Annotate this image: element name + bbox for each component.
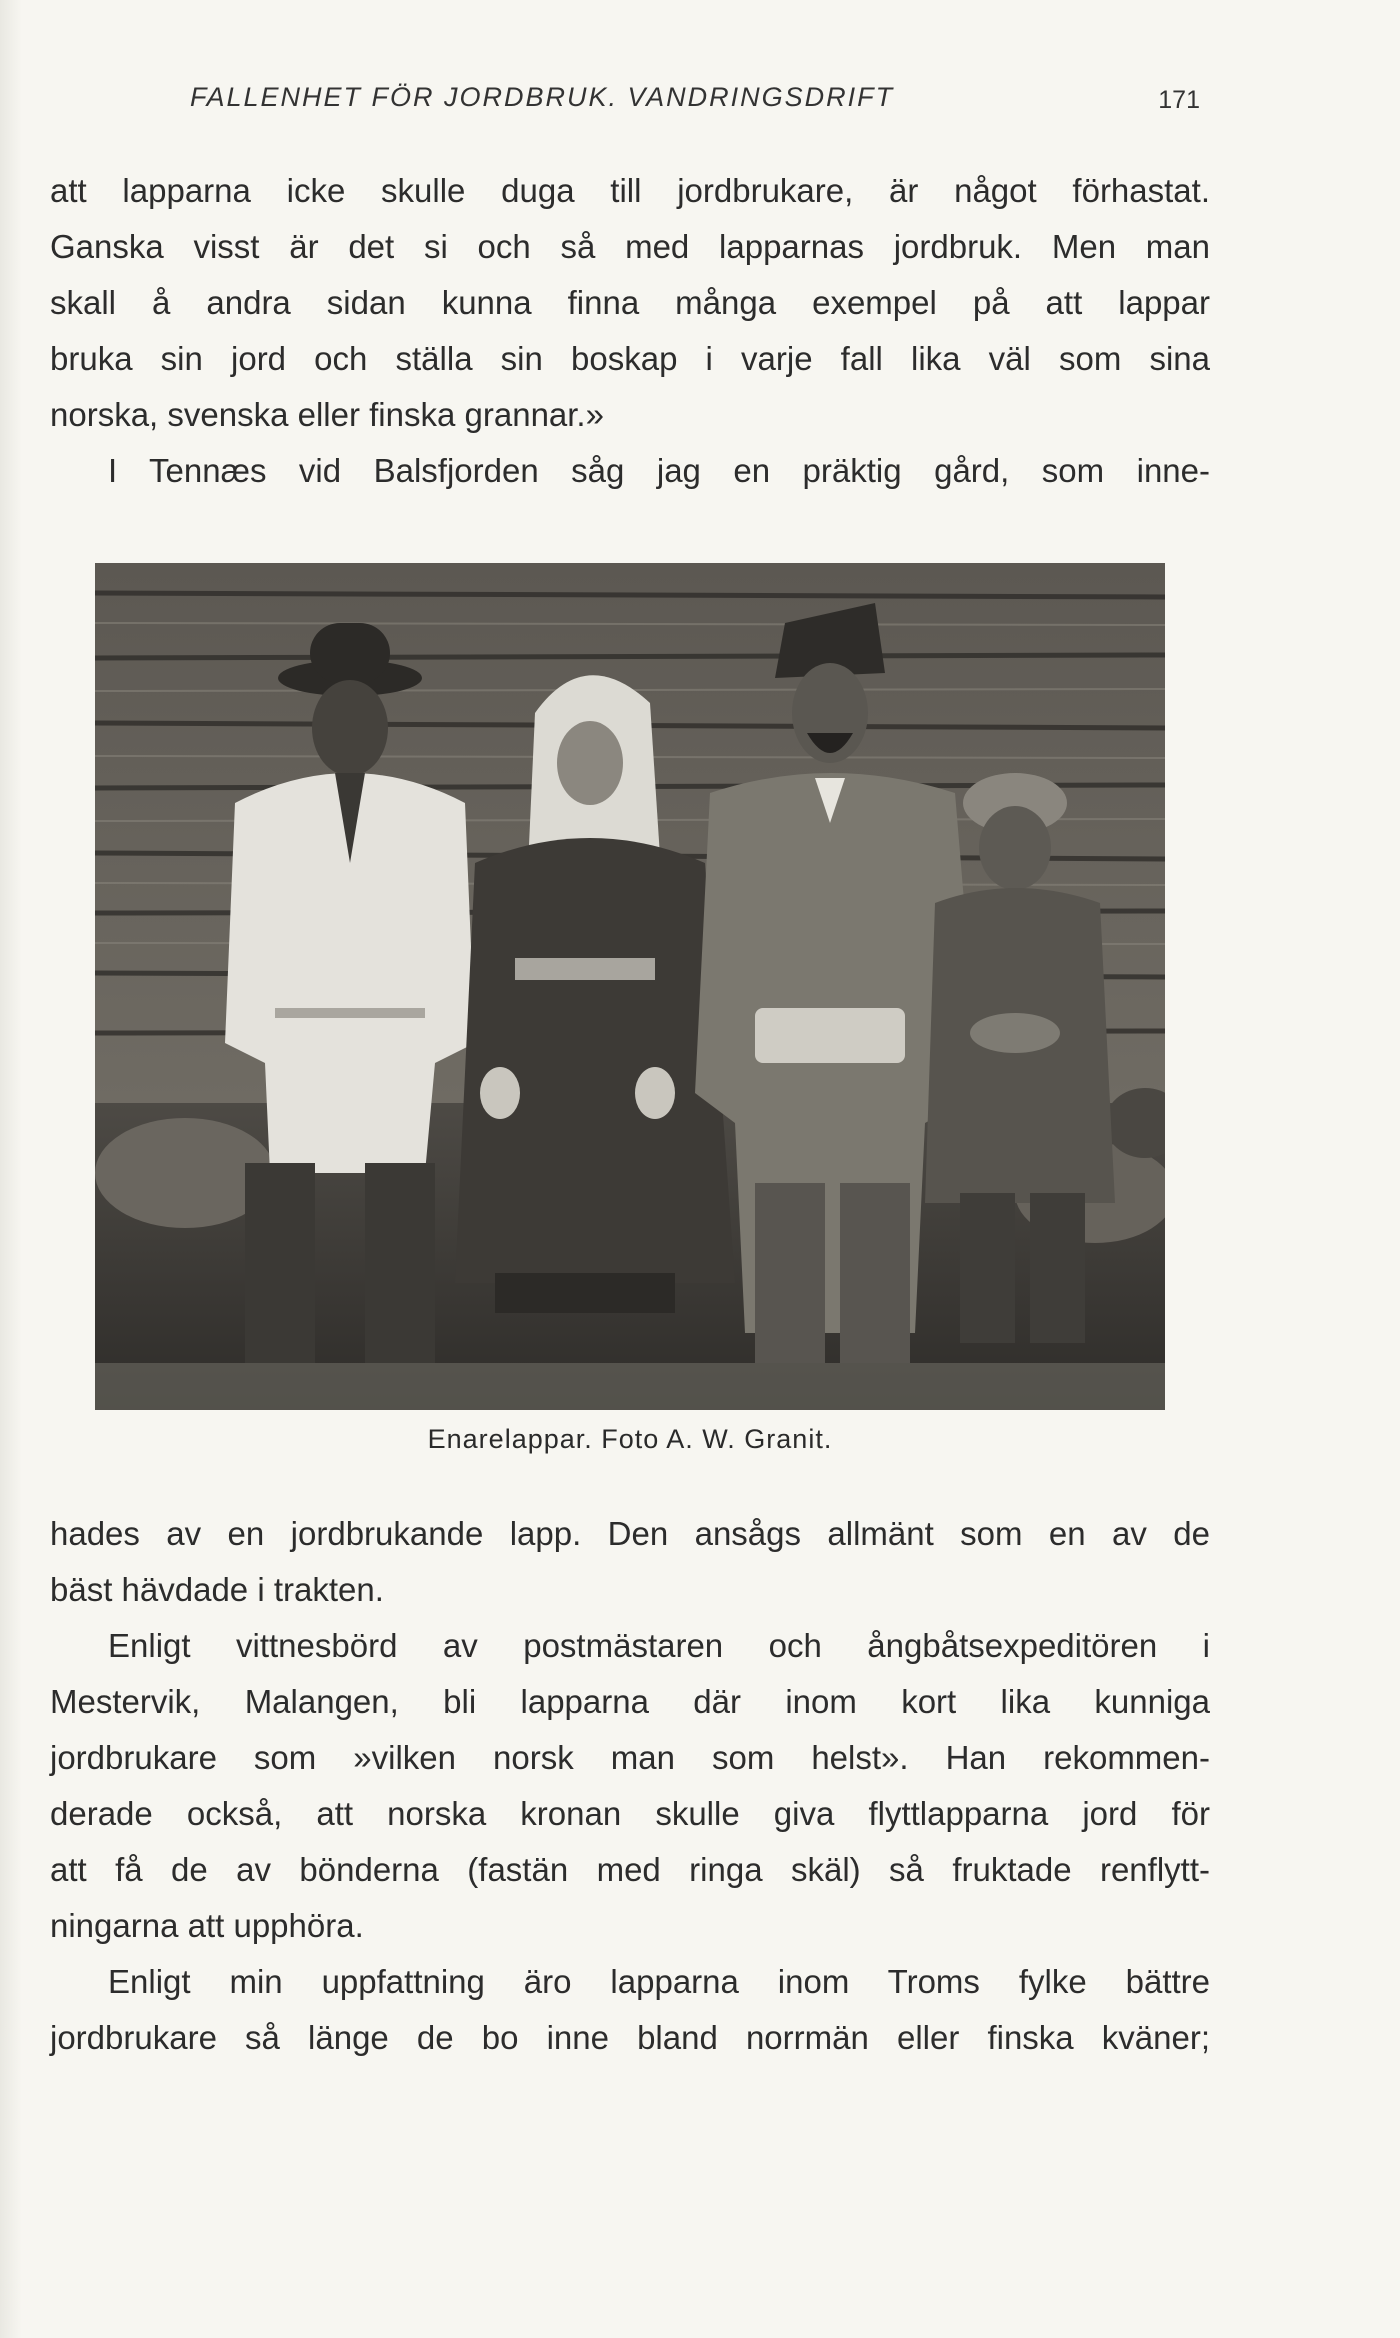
running-head-title: FALLENHET FÖR JORDBRUK. VANDRINGSDRIFT bbox=[190, 82, 895, 112]
text-line: skall å andra sidan kunna finna många exempel på att lappar bbox=[50, 284, 1210, 321]
text-line: hades av en jordbrukande lapp. Den ansågs allmänt som en av de bbox=[50, 1515, 1210, 1552]
text-line: derade också, att norska kronan skulle giva flyttlapparna jord för bbox=[50, 1795, 1210, 1832]
text-line: norska, svenska eller finska grannar.» bbox=[50, 396, 604, 433]
paragraph-top bbox=[50, 163, 1210, 499]
text-line: Mestervik, Malangen, bli lapparna där inom kort lika kunniga bbox=[50, 1683, 1210, 1720]
paragraph-bottom bbox=[50, 1506, 1210, 2066]
photograph bbox=[95, 563, 1165, 1410]
text-line: bäst hävdade i trakten. bbox=[50, 1571, 384, 1608]
text-line: Ganska visst är det si och så med lapparnas jordbruk. Men man bbox=[50, 228, 1210, 265]
page-edge-shadow bbox=[0, 0, 22, 2338]
running-head bbox=[190, 82, 1200, 122]
text-line: jordbrukare som »vilken norsk man som helst». Han rekommen- bbox=[50, 1739, 1210, 1776]
text-line: Enligt vittnesbörd av postmästaren och ångbåtsexpeditören i bbox=[108, 1627, 1210, 1664]
text-line: att få de av bönderna (fastän med ringa skäl) så fruktade renflytt- bbox=[50, 1851, 1210, 1888]
text-line: jordbrukare så länge de bo inne bland norrmän eller finska kväner; bbox=[50, 2019, 1210, 2056]
text-line: ningarna att upphöra. bbox=[50, 1907, 364, 1944]
text-line: bruka sin jord och ställa sin boskap i varje fall lika väl som sina bbox=[50, 340, 1210, 377]
text-line: Enligt min uppfattning äro lapparna inom Troms fylke bättre bbox=[108, 1963, 1210, 2000]
page-number: 171 bbox=[1158, 86, 1200, 114]
text-line: att lapparna icke skulle duga till jordbrukare, är något förhastat. bbox=[50, 172, 1210, 209]
text-line: I Tennæs vid Balsfjorden såg jag en präktig gård, som inne- bbox=[108, 452, 1210, 489]
figure-caption: Enarelappar. Foto A. W. Granit. bbox=[427, 1424, 833, 1454]
